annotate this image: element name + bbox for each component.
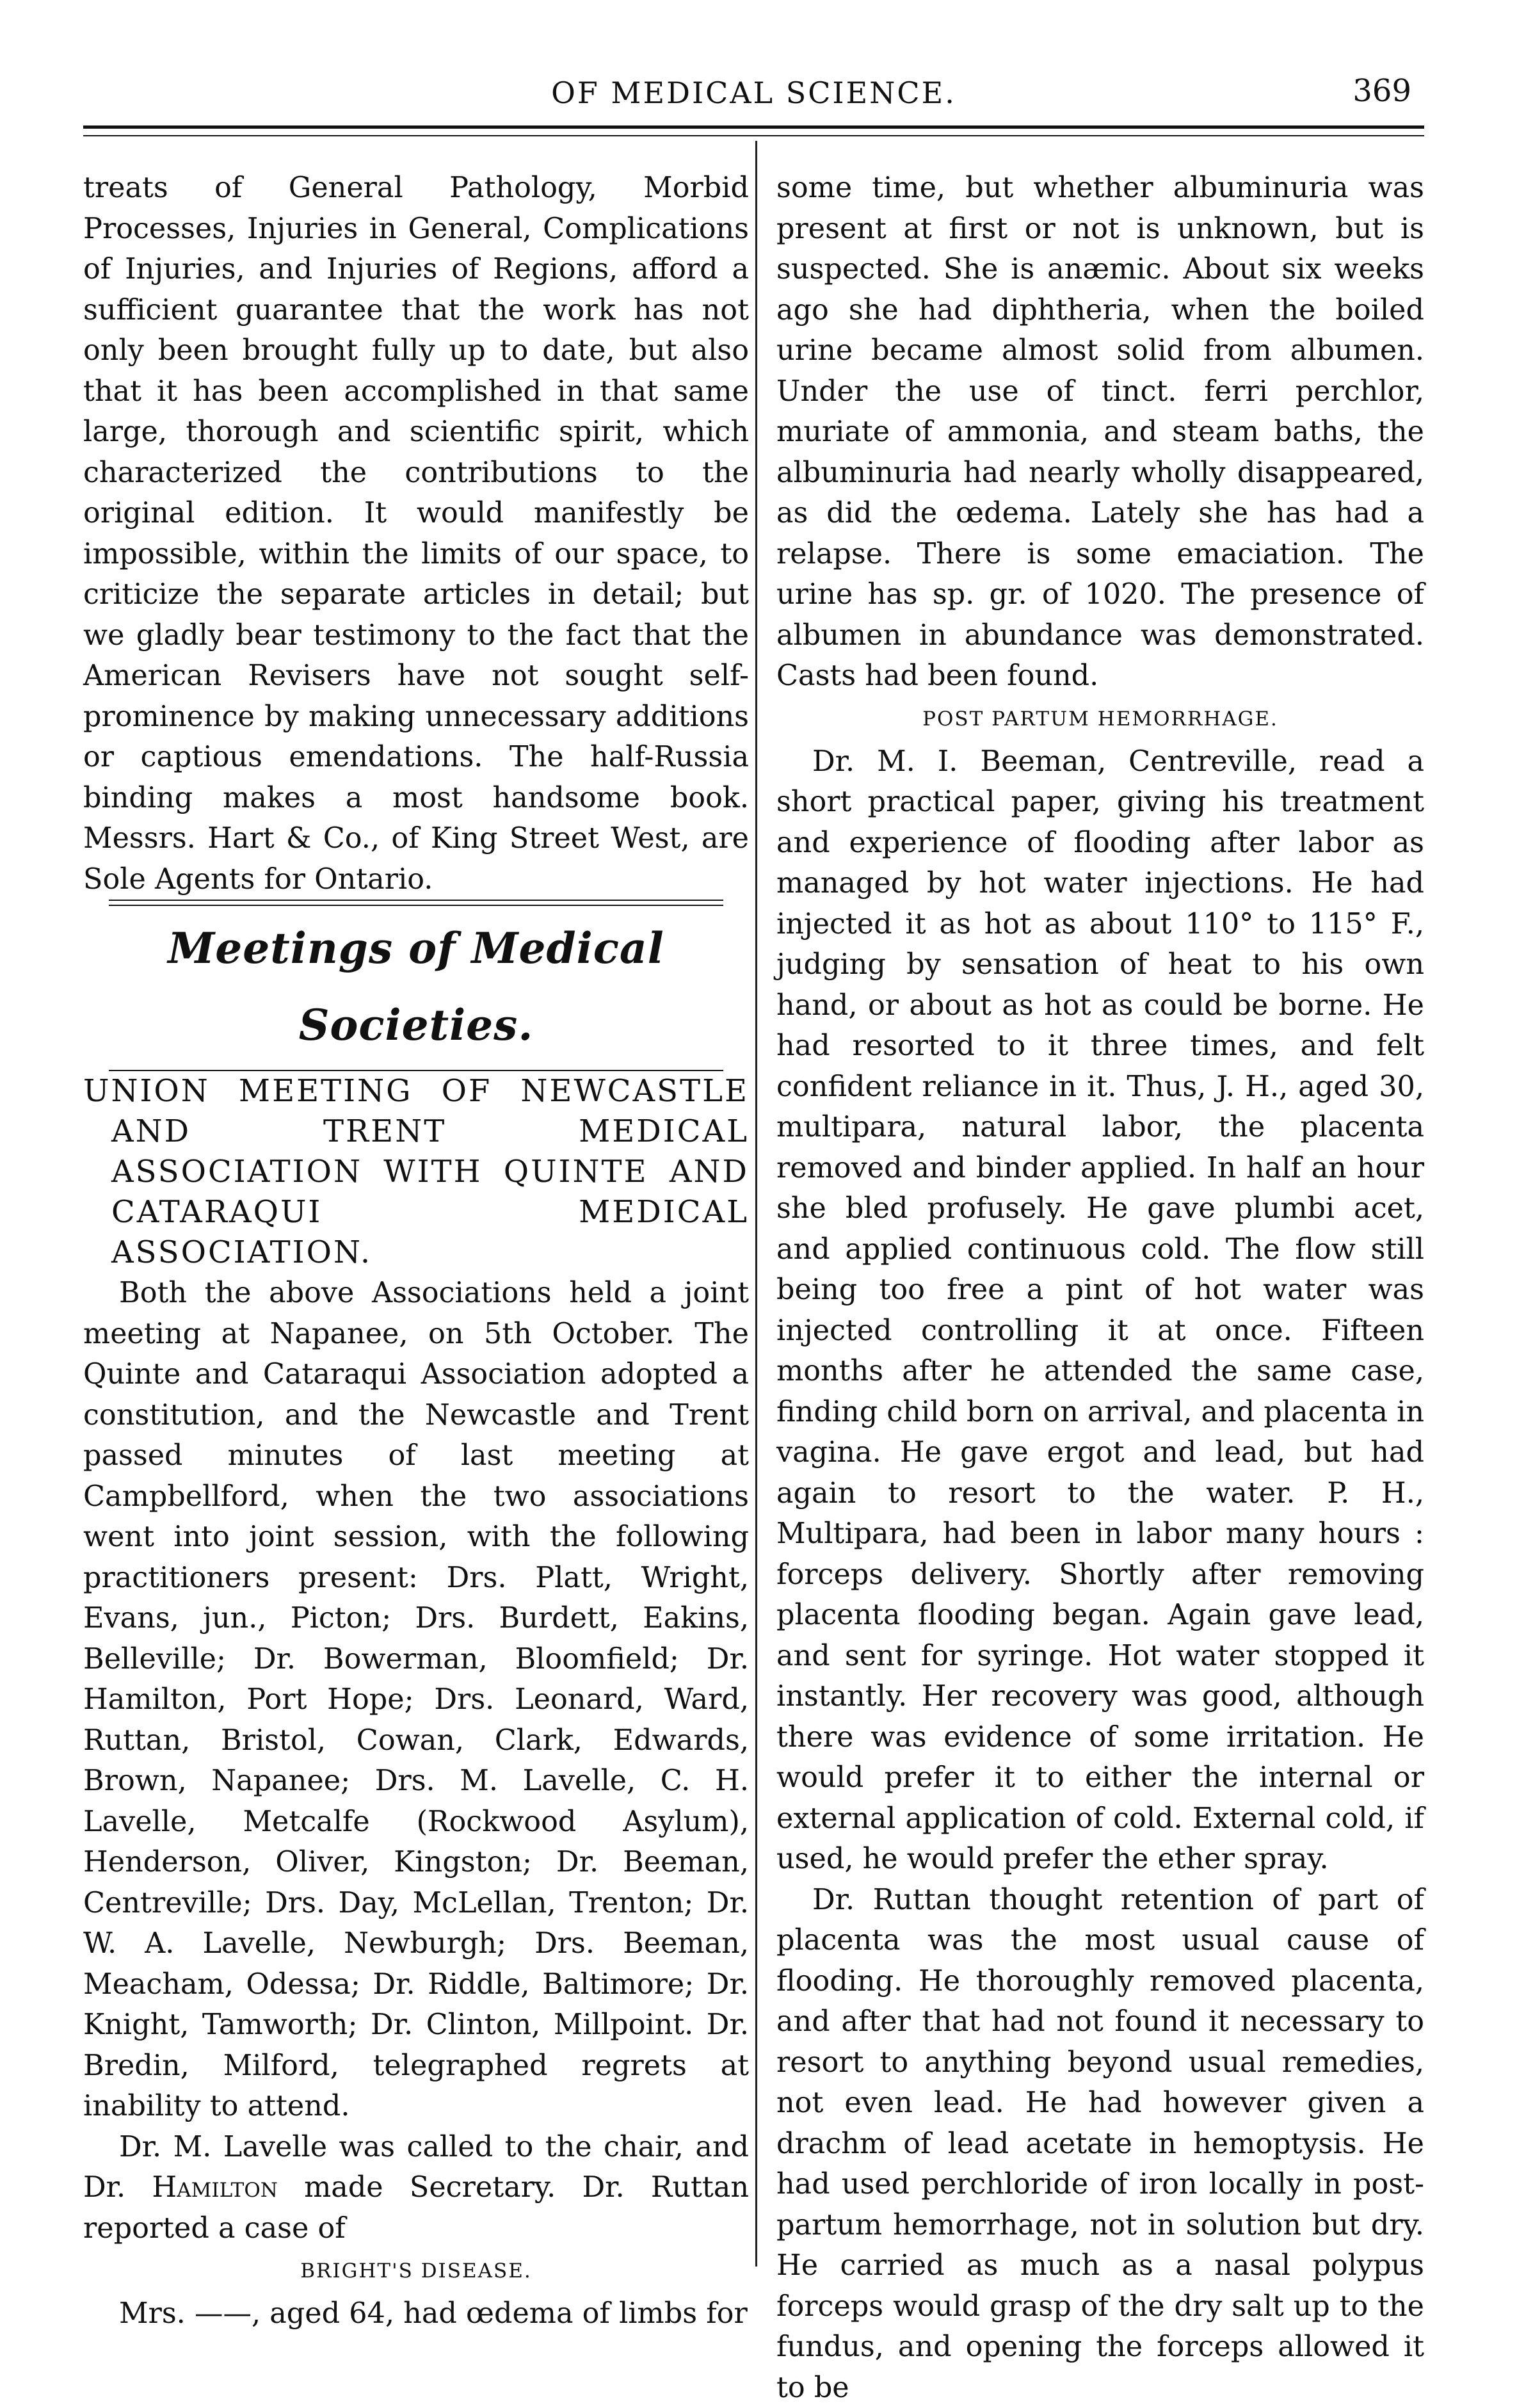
column-divider	[755, 141, 757, 2267]
subheading-brights-disease: BRIGHT'S DISEASE.	[83, 2249, 749, 2293]
chair-text-before: Dr. M. Lavelle was called to the chair, and Dr.	[83, 2131, 749, 2204]
meeting-paragraph: Both the above Associations held a joint meeting at Napanee, on 5th October. The Quinte and Cataraqui Association adopted a constitution, and the Newcastle and Trent passed minutes of last meeting at Campbellford, when the two associations went into joint session, with the following practitioners present: Drs. Platt, Wright, Evans, jun., Picton; Drs. Burdett, Eakins, Belleville; Dr. Bowerman, Bloomfield; Dr. Hamilton, Port Hope; Drs. Leonard, Ward, Ruttan, Bristol, Cowan, Clark, Edwards, Brown, Napanee; Drs. M. Lavelle, C. H. Lavelle, Metcalfe (Rockwood Asylum), Henderson, Oliver, Kingston; Dr. Beeman, Centreville; Drs. Day, McLellan, Trenton; Dr. W. A. Lavelle, Newburgh; Drs. Beeman, Meacham, Odessa; Dr. Riddle, Baltimore; Dr. Knight, Tamworth; Dr. Clinton, Millpoint. Dr. Bredin, Milford, telegraphed regrets at inability to attend.	[83, 1273, 749, 2127]
brights-paragraph-start: Mrs. ——, aged 64, had œdema of limbs for	[83, 2293, 749, 2334]
section-title: Meetings of Medical Societies.	[83, 910, 749, 1063]
header-rule	[83, 125, 1424, 136]
chair-paragraph	[83, 2127, 749, 2249]
running-head	[83, 64, 1424, 134]
ruttan-paragraph: Dr. Ruttan thought retention of part of placenta was the most usual cause of flooding. He thoroughly removed placenta, and after that had not found it necessary to resort to anything beyond usual remedies, not even lead. He had however given a drachm of lead acetate in hemoptysis. He had used perchloride of iron locally in post-partum hemorrhage, not in solution but dry. He carried as much as a nasal polypus forceps would grasp of the dry salt up to the fundus, and opening the forceps allowed it to be	[776, 1880, 1424, 2408]
running-title: OF MEDICAL SCIENCE.	[83, 76, 1424, 110]
subheading-post-partum: POST PARTUM HEMORRHAGE.	[776, 697, 1424, 741]
beeman-paragraph: Dr. M. I. Beeman, Centreville, read a short practical paper, giving his treatment and experience of flooding after labor as managed by hot water injections. He had injected it as hot as about 110° to 115° F., judging by sensation of heat to his own hand, or about as hot as could be borne. He had resorted to it three times, and felt confident reliance in it. Thus, J. H., aged 30, multipara, natural labor, the placenta removed and binder applied. In half an hour she bled profusely. He gave plumbi acet, and applied continuous cold. The flow still being too free a pint of hot water was injected controlling it at once. Fifteen months after he attended the same case, finding child born on arrival, and placenta in vagina. He gave ergot and lead, but had again to resort to the water. P. H., Multipara, had been in labor many hours : forceps delivery. Shortly after removing placenta flooding began. Again gave lead, and sent for syringe. Hot water stopped it instantly. Her recovery was good, although there was evidence of some irritation. He would prefer it to either the internal or external application of cold. External cold, if used, he would prefer the ether spray.	[776, 741, 1424, 1880]
chair-text-after: made Secretary. Dr. Ruttan reported a case of	[83, 2171, 749, 2245]
right-column	[776, 168, 1424, 2408]
left-column	[83, 168, 749, 2334]
page-number: 369	[1352, 73, 1411, 109]
meeting-title: UNION MEETING OF NEWCASTLE AND TRENT MEDICAL ASSOCIATION WITH QUINTE AND CATARAQUI MEDICAL ASSOCIATION.	[83, 1071, 749, 1273]
review-paragraph: treats of General Pathology, Morbid Processes, Injuries in General, Complications of Injuries, and Injuries of Regions, afford a sufficient guarantee that the work has not only been brought fully up to date, but also that it has been accomplished in that same large, thorough and scientific spirit, which characterized the contributions to the original edition. It would manifestly be impossible, within the limits of our space, to criticize the separate articles in detail; but we gladly bear testimony to the fact that the American Revisers have not sought self-prominence by making unnecessary additions or captious emendations. The half-Russia binding makes a most handsome book. Messrs. Hart & Co., of King Street West, are Sole Agents for Ontario.	[83, 168, 749, 900]
brights-paragraph-continued: some time, but whether albuminuria was present at first or not is unknown, but is suspected. She is anæmic. About six weeks ago she had diphtheria, when the boiled urine became almost solid from albumen. Under the use of tinct. ferri perchlor, muriate of ammonia, and steam baths, the albuminuria had nearly wholly disappeared, as did the œdema. Lately she has had a relapse. There is some emaciation. The urine has sp. gr. of 1020. The presence of albumen in abundance was demonstrated. Casts had been found.	[776, 168, 1424, 697]
secretary-name: Hamilton	[152, 2171, 277, 2204]
section-rule-top	[109, 900, 723, 906]
